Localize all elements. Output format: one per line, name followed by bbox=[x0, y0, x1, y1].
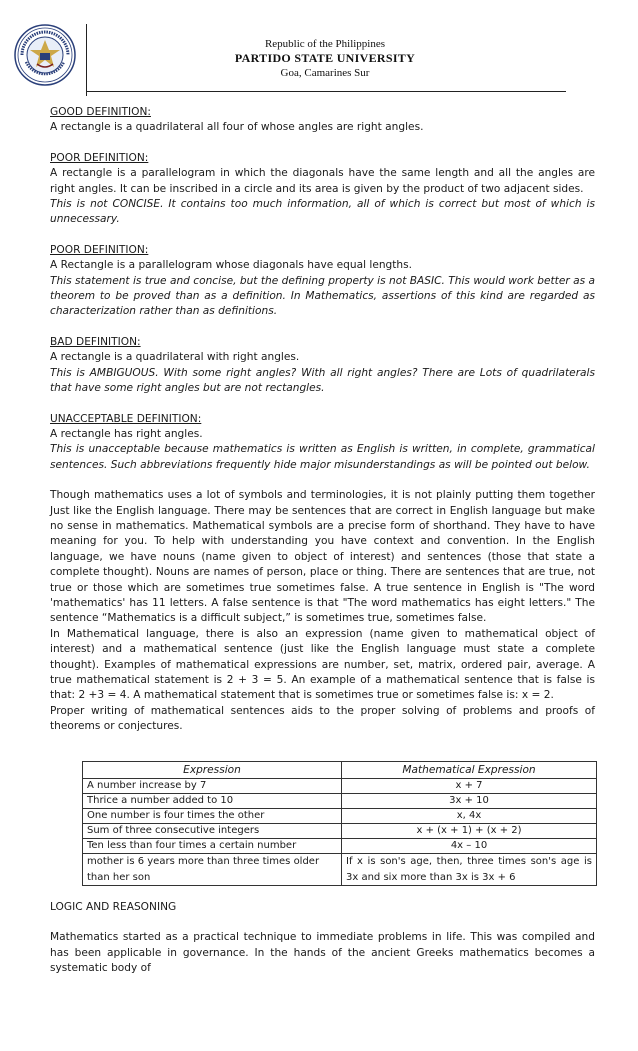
table-header-expression: Expression bbox=[83, 762, 342, 779]
table-cell-expression: One number is four times the other bbox=[83, 809, 342, 824]
logic-heading: LOGIC AND REASONING bbox=[50, 901, 177, 913]
main-content bbox=[50, 105, 595, 735]
logic-paragraph: Mathematics started as a practical technique to immediate problems in life. This was compiled and has been applicable in governance. In the hands of the ancient Greeks mathematics becomes a systematic body of bbox=[50, 931, 595, 975]
definition-section-good bbox=[50, 105, 595, 136]
table-cell-expression: Sum of three consecutive integers bbox=[83, 824, 342, 839]
table-row bbox=[83, 854, 597, 886]
university-seal-logo bbox=[14, 24, 76, 86]
definition-heading: GOOD DEFINITION: bbox=[50, 106, 151, 118]
definition-comment: This is AMBIGUOUS. With some right angles? With all right angles? There are Lots of quadrilaterals that have some right angles but are not rectangles. bbox=[50, 366, 595, 395]
table-header-mathematical-expression: Mathematical Expression bbox=[342, 762, 597, 779]
body-paragraph-mathematical-language: In Mathematical language, there is also an expression (name given to mathematical object of interest) and a mathematical sentence (just like the English language must state a complete thought). Examples of mathematical expressions are number, set, matrix, ordered pair, average. A true mathematical statement is 2 + 3 = 5. An example of a mathematical sentence that is false is that: 2 +3 = 4. A mathematical statement that is sometimes true or sometimes false is: x = 2. bbox=[50, 627, 595, 702]
table-cell-expression: A number increase by 7 bbox=[83, 779, 342, 794]
table-row bbox=[83, 839, 597, 854]
table-cell-math: x, 4x bbox=[342, 809, 597, 824]
definition-heading: UNACCEPTABLE DEFINITION: bbox=[50, 412, 202, 425]
table-row bbox=[83, 779, 597, 794]
table-cell-math: If x is son's age, then, three times son's age is 3x and six more than 3x is 3x + 6 bbox=[342, 854, 597, 886]
table-row bbox=[83, 824, 597, 839]
definition-statement: A Rectangle is a parallelogram whose diagonals have equal lengths. bbox=[50, 259, 413, 272]
definition-section-unacceptable bbox=[50, 412, 595, 474]
table-cell-math: 3x + 10 bbox=[342, 794, 597, 809]
table-cell-math: x + 7 bbox=[342, 779, 597, 794]
table-cell-expression: Ten less than four times a certain number bbox=[83, 839, 342, 854]
definition-comment: This is unacceptable because mathematics is written as English is written, in complete, grammatical sentences. Such abbreviations frequently hide major misunderstandings as will be pointed out below. bbox=[50, 443, 595, 471]
table-cell-math: 4x – 10 bbox=[342, 839, 597, 854]
table-cell-expression: mother is 6 years more than three times older than her son bbox=[83, 854, 342, 886]
table-row bbox=[83, 794, 597, 809]
header-horizontal-rule bbox=[86, 91, 566, 92]
definition-statement: A rectangle is a quadrilateral all four of whose angles are right angles. bbox=[50, 121, 424, 134]
header-country: Republic of the Philippines bbox=[264, 38, 386, 50]
definition-heading: POOR DEFINITION: bbox=[50, 243, 149, 256]
letterhead bbox=[0, 0, 638, 100]
body-paragraph-english-language: Though mathematics uses a lot of symbols and terminologies, it is not plainly putting them together Just like the English language. There may be sentences that are correct in English language but make no sense in mathematics. Mathematical symbols are a precise form of shorthand. They have to have meaning for you. To help with understanding you have context and convention. In the English language, we have nouns (name given to object of interest) and sentences (those that state a complete thought). Nouns are names of person, place or thing. There are sentences that are true, not true or those which are sometimes true sometimes false. A true sentence in English is "The word 'mathematics' has 11 letters. A false sentence is that "The word mathematics has eight letters." The sentence “Mathematics is a difficult subject,” is sometimes true, sometimes false. bbox=[50, 489, 595, 625]
header-text-block bbox=[150, 37, 500, 80]
definition-comment: This statement is true and concise, but the defining property is not BASIC. This would work better as a theorem to be proved than as a definition. In Mathematics, assertions of this kind are regarded as characterization rather than as definitions. bbox=[50, 274, 595, 318]
table-cell-expression: Thrice a number added to 10 bbox=[83, 794, 342, 809]
definition-statement: A rectangle has right angles. bbox=[50, 427, 203, 440]
definition-heading: POOR DEFINITION: bbox=[50, 151, 149, 164]
logic-section bbox=[50, 900, 595, 977]
definition-section-poor-1 bbox=[50, 151, 595, 228]
table-row bbox=[83, 809, 597, 824]
definition-statement: A rectangle is a parallelogram in which the diagonals have the same length and all the angles are right angles. It can be inscribed in a circle and its area is given by the product of two adjacent sides. bbox=[50, 167, 595, 195]
definition-heading: BAD DEFINITION: bbox=[50, 335, 141, 348]
body-paragraph-proper-writing: Proper writing of mathematical sentences aids to the proper solving of problems and proofs of theorems or conjectures. bbox=[50, 704, 595, 733]
table-header-row bbox=[83, 762, 597, 779]
definition-section-bad bbox=[50, 335, 595, 397]
table-cell-math: x + (x + 1) + (x + 2) bbox=[342, 824, 597, 839]
definition-section-poor-2 bbox=[50, 243, 595, 320]
header-university-name: PARTIDO STATE UNIVERSITY bbox=[234, 51, 416, 65]
expression-table bbox=[82, 761, 597, 886]
definition-comment: This is not CONCISE. It contains too much information, all of which is correct but most of which is unnecessary. bbox=[50, 198, 595, 226]
definition-statement: A rectangle is a quadrilateral with right angles. bbox=[50, 351, 300, 364]
header-vertical-rule bbox=[86, 24, 87, 96]
header-location: Goa, Camarines Sur bbox=[280, 67, 370, 79]
